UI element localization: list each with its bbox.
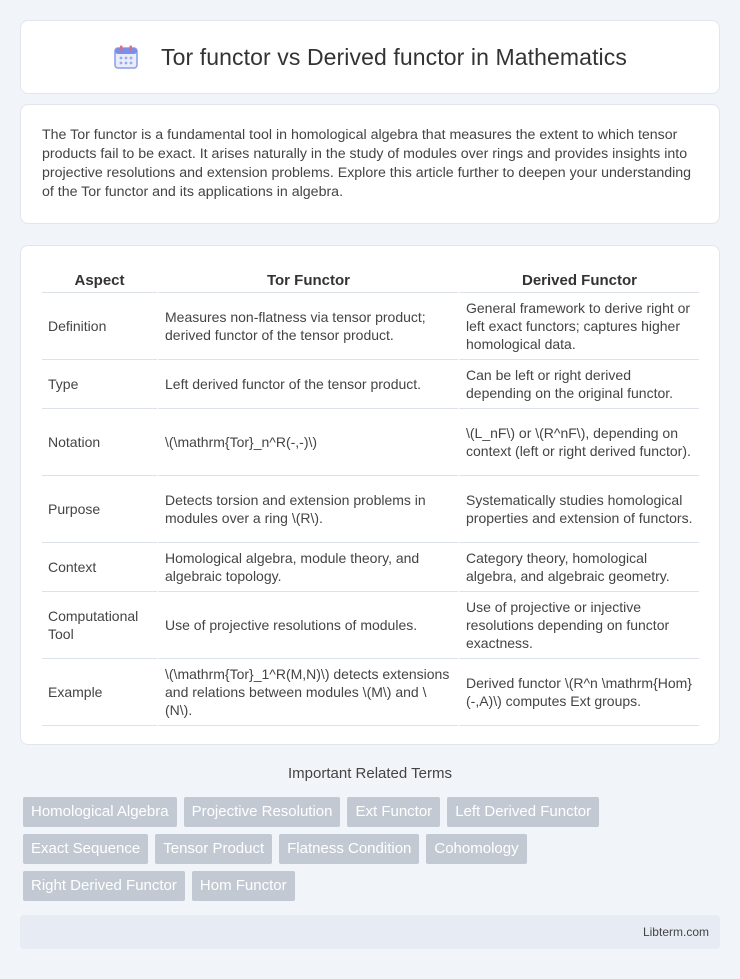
tag-exact-sequence[interactable]: Exact Sequence (23, 834, 148, 864)
column-header-derived-functor: Derived Functor (458, 266, 699, 293)
table-cell-derived: \(L_nF\) or \(R^nF\), depending on context (left or right derived functor). (458, 409, 699, 476)
header-card (20, 20, 720, 94)
tag-left-derived-functor[interactable]: Left Derived Functor (447, 797, 599, 827)
table-cell-tor: \(\mathrm{Tor}_n^R(-,-)\) (157, 409, 458, 476)
table-row (42, 592, 699, 659)
table-cell-derived: Use of projective or injective resolutions depending on functor exactness. (458, 592, 699, 659)
table-cell-derived: Category theory, homological algebra, and algebraic geometry. (458, 543, 699, 592)
table-header-row (42, 266, 699, 293)
table-row (42, 476, 699, 543)
table-cell-aspect: Context (42, 543, 157, 592)
table-cell-tor: Left derived functor of the tensor product. (157, 360, 458, 409)
comparison-table (42, 266, 699, 726)
tag-tensor-product[interactable]: Tensor Product (155, 834, 272, 864)
table-row (42, 360, 699, 409)
footer (20, 915, 720, 949)
tag-flatness-condition[interactable]: Flatness Condition (279, 834, 419, 864)
table-cell-derived: Derived functor \(R^n \mathrm{Hom}(-,A)\) computes Ext groups. (458, 659, 699, 726)
tag-row (23, 834, 723, 864)
tag-row (23, 871, 723, 901)
table-cell-tor: Measures non-flatness via tensor product; derived functor of the tensor product. (157, 293, 458, 360)
table-cell-aspect: Purpose (42, 476, 157, 543)
related-terms-title: Important Related Terms (288, 765, 452, 782)
intro-text: The Tor functor is a fundamental tool in homological algebra that measures the extent to which tensor products fail to be exact. It arises naturally in the study of modules over rings and provides insights into projective resolutions and extension problems. Explore this article further to deepen your understanding of the Tor functor and its applications in algebra. (42, 127, 692, 200)
table-cell-aspect: Notation (42, 409, 157, 476)
column-header-aspect: Aspect (42, 266, 157, 293)
table-row (42, 409, 699, 476)
footer-site-link[interactable]: Libterm.com (642, 925, 709, 939)
table-cell-aspect: Definition (42, 293, 157, 360)
table-cell-derived: Can be left or right derived depending on the original functor. (458, 360, 699, 409)
tag-cohomology[interactable]: Cohomology (426, 834, 526, 864)
page-title: Tor functor vs Derived functor in Mathematics (161, 43, 627, 70)
table-cell-tor: \(\mathrm{Tor}_1^R(M,N)\) detects extensions and relations between modules \(M\) and \(N\). (157, 659, 458, 726)
tag-projective-resolution[interactable]: Projective Resolution (184, 797, 341, 827)
table-cell-derived: General framework to derive right or left exact functors; captures higher homological data. (458, 293, 699, 360)
table-cell-tor: Use of projective resolutions of modules. (157, 592, 458, 659)
tag-right-derived-functor[interactable]: Right Derived Functor (23, 871, 185, 901)
tag-hom-functor[interactable]: Hom Functor (192, 871, 295, 901)
related-terms-list (23, 797, 723, 908)
column-header-tor-functor: Tor Functor (157, 266, 458, 293)
table-cell-aspect: Type (42, 360, 157, 409)
table-cell-tor: Detects torsion and extension problems in modules over a ring \(R\). (157, 476, 458, 543)
tag-ext-functor[interactable]: Ext Functor (347, 797, 440, 827)
table-cell-aspect: Computational Tool (42, 592, 157, 659)
table-cell-aspect: Example (42, 659, 157, 726)
tag-row (23, 797, 723, 827)
table-cell-tor: Homological algebra, module theory, and algebraic topology. (157, 543, 458, 592)
calendar-icon (113, 44, 139, 70)
intro-card (20, 104, 720, 224)
comparison-table-card (20, 245, 720, 745)
tag-homological-algebra[interactable]: Homological Algebra (23, 797, 177, 827)
table-cell-derived: Systematically studies homological properties and extension of functors. (458, 476, 699, 543)
table-row (42, 543, 699, 592)
table-row (42, 659, 699, 726)
table-row (42, 293, 699, 360)
